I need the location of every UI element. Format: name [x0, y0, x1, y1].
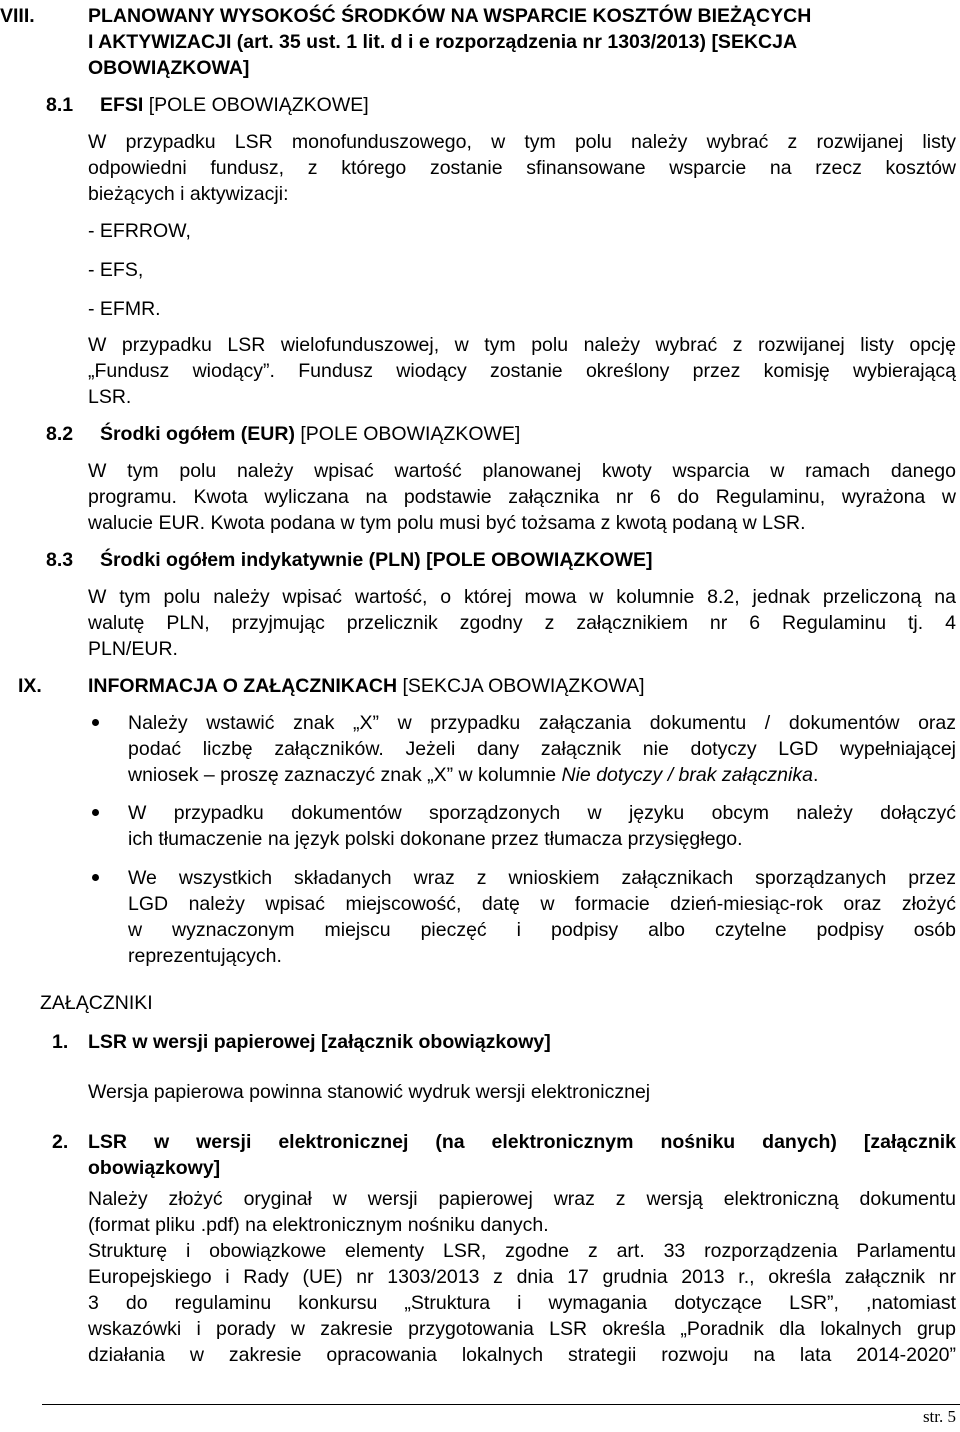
attachment-body-line: (format pliku .pdf) na elektronicznym nośniku danych.: [88, 1214, 549, 1236]
attachments-heading: ZAŁĄCZNIKI: [40, 992, 153, 1014]
paragraph-line: „Fundusz wiodący”. Fundusz wiodący zostanie określony przez komisję wybierającą: [88, 360, 956, 382]
subsection-number: 8.2: [46, 423, 74, 445]
subsection-heading: [46, 93, 369, 117]
attachment-body-line: 3 do regulaminu konkursu „Struktura i wymagania dotyczące LSR”, ,natomiast: [88, 1292, 956, 1314]
subsection-title: EFSI: [99, 94, 144, 116]
paragraph-line: odpowiedni fundusz, z którego zostanie sfinansowane wsparcie na rzecz kosztów: [88, 157, 956, 179]
bullet-text-suffix: .: [812, 764, 819, 786]
paragraph-line: bieżących i aktywizacji:: [88, 183, 289, 205]
subsection-number: 8.3: [46, 549, 74, 571]
attachment-body-line: wskazówki i porady w zakresie przygotowania LSR określa „Poradnik dla lokalnych grup: [88, 1318, 956, 1340]
bullet-line: [128, 763, 818, 787]
paragraph-line: walucie EUR. Kwota podana w tym polu musi być tożsama z kwotą podaną w LSR.: [88, 512, 806, 534]
subsection-title-suffix: [POLE OBOWIĄZKOWE]: [143, 94, 369, 116]
paragraph-line: LSR.: [88, 386, 132, 408]
section-title-line: PLANOWANY WYSOKOŚĆ ŚRODKÓW NA WSPARCIE KOSZTÓW BIEŻĄCYCH: [88, 5, 812, 27]
attachment-title: LSR w wersji papierowej [załącznik obowiązkowy]: [88, 1031, 551, 1053]
bullet-line: We wszystkich składanych wraz z wnioskiem załącznikach sporządzanych przez: [128, 867, 956, 889]
subsection-title: Środki ogółem indykatywnie (PLN) [POLE OBOWIĄZKOWE]: [99, 549, 653, 571]
bullet-icon: [92, 874, 99, 881]
section-title-line: OBOWIĄZKOWA]: [88, 57, 250, 79]
section-number: VIII.: [0, 5, 35, 27]
section-title-bold: INFORMACJA O ZAŁĄCZNIKACH: [88, 675, 398, 697]
subsection-title: Środki ogółem (EUR): [99, 423, 295, 445]
attachment-body-line: Strukturę i obowiązkowe elementy LSR, zgodne z art. 33 rozporządzenia Parlamentu: [88, 1240, 956, 1262]
bullet-line: w wyznaczonym miejscu pieczęć i podpisy albo czytelne podpisy osób: [128, 919, 956, 941]
bullet-icon: [92, 719, 99, 726]
attachment-number: 1.: [52, 1031, 69, 1053]
paragraph-line: W tym polu należy wpisać wartość planowanej kwoty wsparcia w ramach danego: [88, 460, 956, 482]
section-title-line: I AKTYWIZACJI (art. 35 ust. 1 lit. d i e rozporządzenia nr 1303/2013) [SEKCJA: [88, 31, 798, 53]
attachment-body-line: Należy złożyć oryginał w wersji papierowej wraz z wersją elektroniczną dokumentu: [88, 1188, 956, 1210]
attachment-number: 2.: [52, 1131, 69, 1153]
option-item: - EFRROW,: [88, 220, 191, 242]
paragraph-line: W przypadku LSR monofunduszowego, w tym polu należy wybrać z rozwijanej listy: [88, 131, 956, 153]
paragraph-line: W przypadku LSR wielofunduszowej, w tym polu należy wybrać z rozwijanej listy opcję: [88, 334, 956, 356]
section-title: [88, 674, 645, 698]
attachment-body-line: działania w zakresie opracowania lokalnych strategii rozwoju na lata 2014-2020”: [88, 1344, 956, 1366]
option-item: - EFMR.: [88, 298, 161, 320]
paragraph-line: programu. Kwota wyliczana na podstawie załącznika nr 6 do Regulaminu, wyrażona w: [88, 486, 956, 508]
bullet-line: ich tłumaczenie na język polski dokonane przez tłumacza przysięgłego.: [128, 828, 743, 850]
section-number: IX.: [18, 675, 42, 697]
option-item: - EFS,: [88, 259, 144, 281]
footer-divider: [42, 1404, 960, 1405]
attachment-title: LSR w wersji elektronicznej (na elektronicznym nośniku danych) [załącznik: [88, 1131, 956, 1153]
paragraph-line: walutę PLN, przyjmując przelicznik zgodny z załącznikiem nr 6 Regulaminu tj. 4: [88, 612, 956, 634]
subsection-heading: [46, 548, 652, 572]
bullet-text: wniosek – proszę zaznaczyć znak „X” w kolumnie: [128, 764, 562, 786]
bullet-line: podać liczbę załączników. Jeżeli dany załącznik nie dotyczy LGD wypełniającej: [128, 738, 956, 760]
paragraph-line: PLN/EUR.: [88, 638, 178, 660]
bullet-line: LGD należy wpisać miejscowość, datę w formacie dzień-miesiąc-rok oraz złożyć: [128, 893, 956, 915]
paragraph-line: W tym polu należy wpisać wartość, o której mowa w kolumnie 8.2, jednak przeliczoną na: [88, 586, 956, 608]
bullet-icon: [92, 809, 99, 816]
bullet-line: reprezentujących.: [128, 945, 282, 967]
section-title-suffix: [SEKCJA OBOWIĄZKOWA]: [397, 675, 645, 697]
attachment-body-line: Europejskiego i Rady (UE) nr 1303/2013 z dnia 17 grudnia 2013 r., określa załącznik nr: [88, 1266, 956, 1288]
bullet-line: W przypadku dokumentów sporządzonych w języku obcym należy dołączyć: [128, 802, 956, 824]
bullet-line: Należy wstawić znak „X” w przypadku załączania dokumentu / dokumentów oraz: [128, 712, 956, 734]
attachment-title: obowiązkowy]: [88, 1157, 221, 1179]
subsection-title-suffix: [POLE OBOWIĄZKOWE]: [294, 423, 521, 445]
page-number: str. 5: [922, 1407, 956, 1426]
subsection-heading: [46, 422, 520, 446]
attachment-body-line: Wersja papierowa powinna stanowić wydruk wersji elektronicznej: [88, 1081, 651, 1103]
bullet-italic-text: Nie dotyczy / brak załącznika: [561, 764, 813, 786]
subsection-number: 8.1: [46, 94, 74, 116]
